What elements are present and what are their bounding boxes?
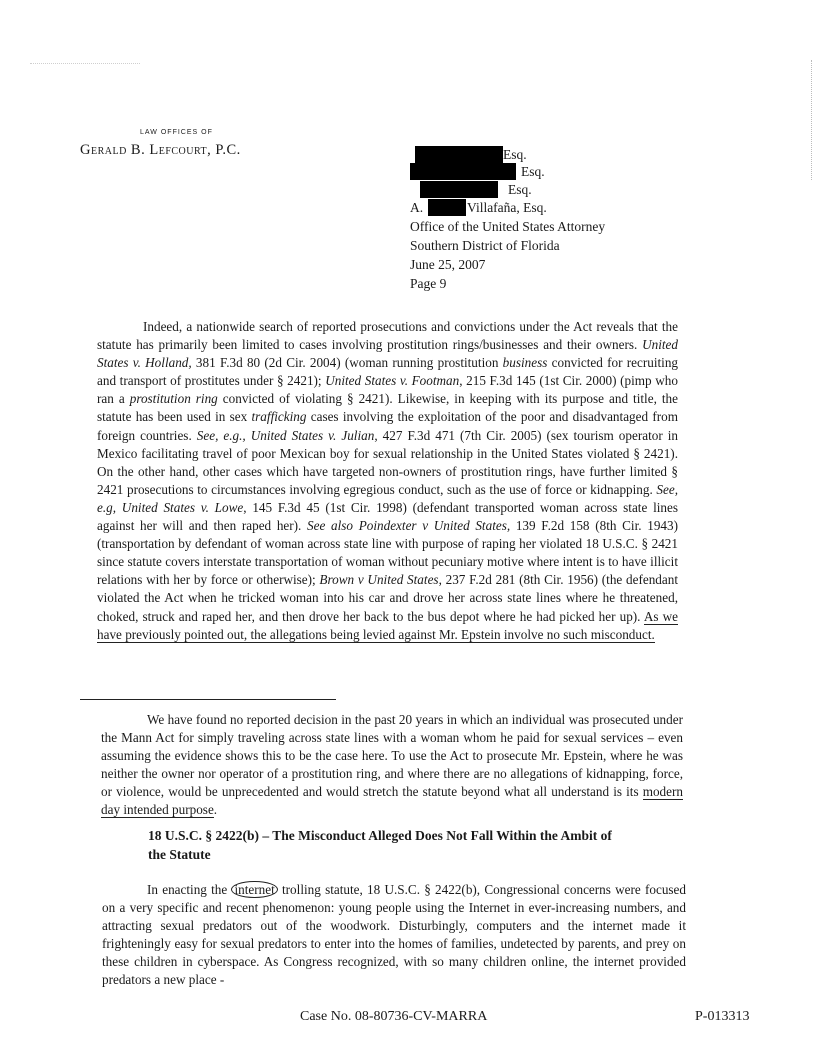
text-run: , 145 F.3d 45 (1st Cir. 1998) (defendant transported woman across state lines against her will and then raped her). <box>97 499 678 534</box>
text-run: , 237 F.2d 281 (8th Cir. 1956) (the defendant violated the Act when he tricked woman into his car and drove her across state lines where he threatened, choked, struck and raped her, and then drove her back to the bus depot where he had picked her up). <box>97 572 678 624</box>
recipient-2-suffix: Esq. <box>521 164 545 179</box>
case-citation: Brown v United States <box>319 572 439 588</box>
recipient-1-suffix: Esq. <box>503 147 527 162</box>
text-run: convicted for recruiting and transport of prostitutes under § 2421); <box>97 355 679 389</box>
case-number: Case No. 08-80736-CV-MARRA <box>300 1009 488 1024</box>
paragraph-mann-act-cases <box>97 318 678 644</box>
office-line: Office of the United States Attorney <box>410 219 606 234</box>
text-run: , 215 F.3d 145 (1st Cir. 2000) (pimp who ran a <box>97 373 678 407</box>
date-line: June 25, 2007 <box>410 257 486 272</box>
handwritten-underline: As we have previously pointed out, the allegations being levied against Mr. Epstein involve no such misconduct. <box>97 608 678 642</box>
text-run: cases involving the exploitation of the poor and disadvantaged from foreign countries. <box>97 409 678 443</box>
handwritten-underline: modern day intended purpose <box>101 784 683 818</box>
recipient-4-prefix: A. <box>410 200 424 215</box>
case-citation: United States v. Holland, <box>97 337 678 371</box>
letterhead-label: LAW OFFICES OF <box>140 129 213 136</box>
text-run: We have found no reported decision in the past 20 years in which an individual was prosecuted under the Mann Act for simply traveling across state lines with a woman whom he paid for sexual services – even assuming the evidence shows this to be the case here. To use the Act to prosecute Mr. Epstein, where he was neither the owner nor operator of a prostitution ring, and where there are no allegations of kidnapping, force, or violence, would be unprecedented and would stretch the statute beyond what all understand is its <box>101 712 683 800</box>
text-run: . <box>213 802 218 818</box>
case-citation: See, e.g, United States v. Lowe <box>97 481 678 515</box>
emphasis: business <box>502 355 548 371</box>
case-citation: See also Poindexter v United States, <box>307 518 511 534</box>
recipient-3-suffix: Esq. <box>508 182 532 197</box>
page-number-line: Page 9 <box>410 276 447 291</box>
redaction-box <box>420 181 498 198</box>
text-run: convicted of violating § 2421). Likewise, in keeping with its purpose and title, the statute has been used in sex <box>97 391 678 425</box>
scan-edge-mark <box>811 60 814 180</box>
emphasis: trafficking <box>251 409 307 425</box>
case-citation: United States v. Footman <box>325 373 460 389</box>
redaction-box <box>415 146 503 163</box>
district-line: Southern District of Florida <box>410 238 560 253</box>
handwritten-circle: internet <box>231 881 277 898</box>
text-run: 139 F.2d 158 (8th Cir. 1943) (transportation by defendant of woman across state line with purpose of raping her violated 18 U.S.C. § 2421 since statute covers interstate transportation of woman without pecuniary motive where intent is to have illicit relations with her by force or otherwise); <box>97 518 679 588</box>
text-run: 381 F.3d 80 (2d Cir. 2004) (woman running prostitution <box>191 355 503 371</box>
recipient-4-suffix: Villafaña, Esq. <box>467 200 547 215</box>
letterhead-firm-name: Gerald B. Lefcourt, P.C. <box>80 142 241 158</box>
emphasis: prostitution ring <box>129 391 218 407</box>
case-citation: See, e.g., United States v. Julian <box>196 427 375 443</box>
redaction-box <box>428 199 466 216</box>
text-run: trolling statute, 18 U.S.C. § 2422(b), Congressional concerns were focused on a very specific and recent phenomenon: young people using the Internet in ever-increasing numbers, and attracting sexual predators out of the woodwork. Disturbingly, computers and the internet made it frighteningly easy for sexual predators to enter into the homes of families, undetected by parents, and prey on these children in cyberspace. As Congress recognized, with so many children online, the internet provided predators a new place - <box>102 882 686 988</box>
text-run: In enacting the <box>147 882 232 897</box>
handwritten-rule <box>80 699 336 700</box>
paragraph-internet-statute <box>102 881 686 990</box>
section-heading: 18 U.S.C. § 2422(b) – The Misconduct Alleged Does Not Fall Within the Ambit of the Statute <box>148 828 612 862</box>
text-run: Indeed, a nationwide search of reported prosecutions and convictions under the Act reveals that the statute has primarily been limited to cases involving prostitution rings/businesses and their owners. <box>97 319 678 353</box>
bates-number: P-013313 <box>695 1009 750 1024</box>
text-run: , 427 F.3d 471 (7th Cir. 2005) (sex tourism operator in Mexico facilitating travel of poor Mexican boy for sexual relationship in the United States violated § 2421). On the other hand, other cases which have targeted non-owners of prostitution rings, have further limited § 2421 prosecutions to circumstances involving egregious conduct, such as the use of force or kidnapping. <box>97 427 679 497</box>
paragraph-no-precedent <box>101 711 683 820</box>
redaction-box <box>410 163 516 180</box>
scan-speck <box>30 63 140 64</box>
